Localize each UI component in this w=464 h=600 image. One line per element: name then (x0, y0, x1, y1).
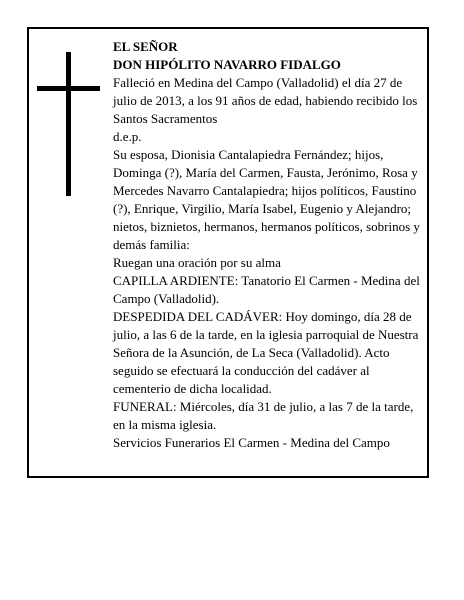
family-list: Su esposa, Dionisia Cantalapiedra Fernández; hijos, Dominga (?), María del Carmen, Fausta, Jerónimo, Rosa y Mercedes Navarro Cantalapiedra; hijos políticos, Faustino (?), Enrique, Virgilio, María Isabel, Eugenio y Alejandro; nietos, biznietos, hermanos, hermanos políticos, sobrinos y demás familia: (113, 147, 420, 252)
prayer-request: Ruegan una oración por su alma (113, 255, 281, 270)
obituary-text (113, 38, 425, 452)
title: EL SEÑOR (113, 39, 178, 54)
chapel-info: CAPILLA ARDIENTE: Tanatorio El Carmen - Medina del Campo (Valladolid). (113, 273, 420, 306)
deceased-name: DON HIPÓLITO NAVARRO FIDALGO (113, 57, 341, 72)
farewell-info: DESPEDIDA DEL CADÁVER: Hoy domingo, día 28 de julio, a las 6 de la tarde, en la iglesia parroquial de Nuestra Señora de la Asunción, de La Seca (Valladolid). Acto seguido se efectuará la conducción del cadáver al cementerio de dicha localidad. (113, 309, 419, 396)
cross-icon-horizontal (37, 86, 100, 91)
cross-icon-vertical (66, 52, 71, 196)
rip: d.e.p. (113, 129, 142, 144)
funeral-info: FUNERAL: Miércoles, día 31 de julio, a las 7 de la tarde, en la misma iglesia. (113, 399, 414, 432)
death-notice: Falleció en Medina del Campo (Valladolid) el día 27 de julio de 2013, a los 91 años de edad, habiendo recibido los Santos Sacramentos (113, 75, 418, 126)
funeral-services: Servicios Funerarios El Carmen - Medina del Campo (113, 435, 390, 450)
